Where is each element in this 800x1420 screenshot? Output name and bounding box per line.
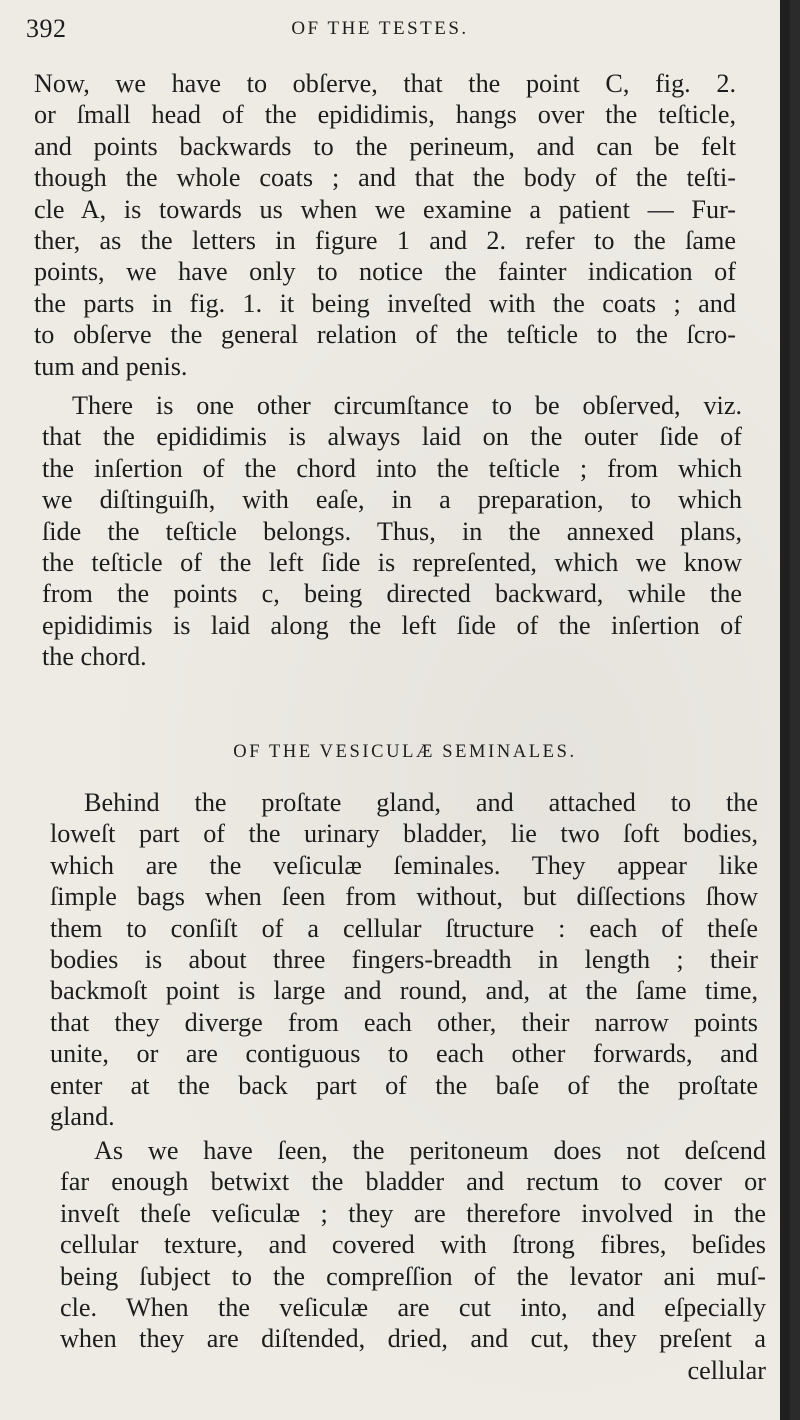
text-line: far enough betwixt the bladder and rectum to cover or [60,1167,766,1197]
text-line: tum and penis. [34,351,188,381]
paragraph-testes-orientation [34,68,736,382]
text-line: and points backwards to the perineum, and can be felt [34,131,736,161]
text-line: ſimple bags when ſeen from without, but diſſections ſhow [50,882,758,912]
text-line: the teſticle of the left ſide is repreſented, which we know [42,548,742,578]
page-number: 392 [26,14,67,43]
text-line: cle A, is towards us when we examine a patient — Fur- [34,194,736,224]
text-line: when they are diſtended, dried, and cut, they preſent a [60,1324,766,1354]
text-line: bodies is about three fingers-breadth in length ; their [50,945,758,975]
text-line: though the whole coats ; and that the body of the teſti- [34,163,736,193]
text-line: cellular texture, and covered with ſtrong fibres, beſides [60,1230,766,1260]
text-line: unite, or are contiguous to each other forwards, and [50,1039,758,1069]
text-line: the inſertion of the chord into the teſticle ; from which [42,453,742,483]
page-edge-shadow [780,0,790,1420]
text-line: inveſt theſe veſiculæ ; they are therefore involved in the [60,1198,766,1228]
section-heading: OF THE VESICULÆ SEMINALES. [233,742,577,762]
text-line: epididimis is laid along the left ſide of the inſertion of [42,610,742,640]
text-line: from the points c, being directed backward, while the [42,579,742,609]
text-line: loweſt part of the urinary bladder, lie two ſoft bodies, [50,819,758,849]
text-line: gland. [50,1102,115,1132]
text-line: points, we have only to notice the fainter indication of [34,257,736,287]
text-line: cle. When the veſiculæ are cut into, and eſpecially [60,1293,766,1323]
paragraph-vesiculae-description [50,787,758,1132]
text-line: to obſerve the general relation of the teſticle to the ſcro- [34,320,736,350]
running-head: OF THE TESTES. [291,18,469,39]
text-line: which are the veſiculæ ſeminales. They appear like [50,850,758,880]
text-line: the chord. [42,642,147,672]
text-line: There is one other circumſtance to be obſerved, viz. [72,391,742,420]
text-line: As we have ſeen, the peritoneum does not deſcend [94,1136,766,1165]
text-line: Now, we have to obſerve, that the point C, fig. 2. [34,69,736,98]
text-line: being ſubject to the compreſſion of the levator ani muſ- [60,1261,766,1291]
paragraph-vesiculae-structure [60,1135,766,1386]
text-line: them to conſiſt of a cellular ſtructure : each of theſe [50,913,758,943]
text-line: we diſtinguiſh, with eaſe, in a preparation, to which [42,485,742,515]
text-line: ther, as the letters in figure 1 and 2. refer to the ſame [34,226,736,256]
paragraph-epididimis-side [42,390,742,673]
text-line: the parts in fig. 1. it being inveſted with the coats ; and [34,288,736,318]
text-line: enter at the back part of the baſe of the proſtate [50,1070,758,1100]
text-line: that the epididimis is always laid on the outer ſide of [42,422,742,452]
text-line: or ſmall head of the epididimis, hangs over the teſticle, [34,100,736,130]
text-line: ſide the teſticle belongs. Thus, in the annexed plans, [42,516,742,546]
text-line: backmoſt point is large and round, and, at the ſame time, [50,976,758,1006]
catchword: cellular [687,1355,766,1385]
text-line: Behind the proſtate gland, and attached to the [84,788,758,817]
text-line: that they diverge from each other, their narrow points [50,1007,758,1037]
